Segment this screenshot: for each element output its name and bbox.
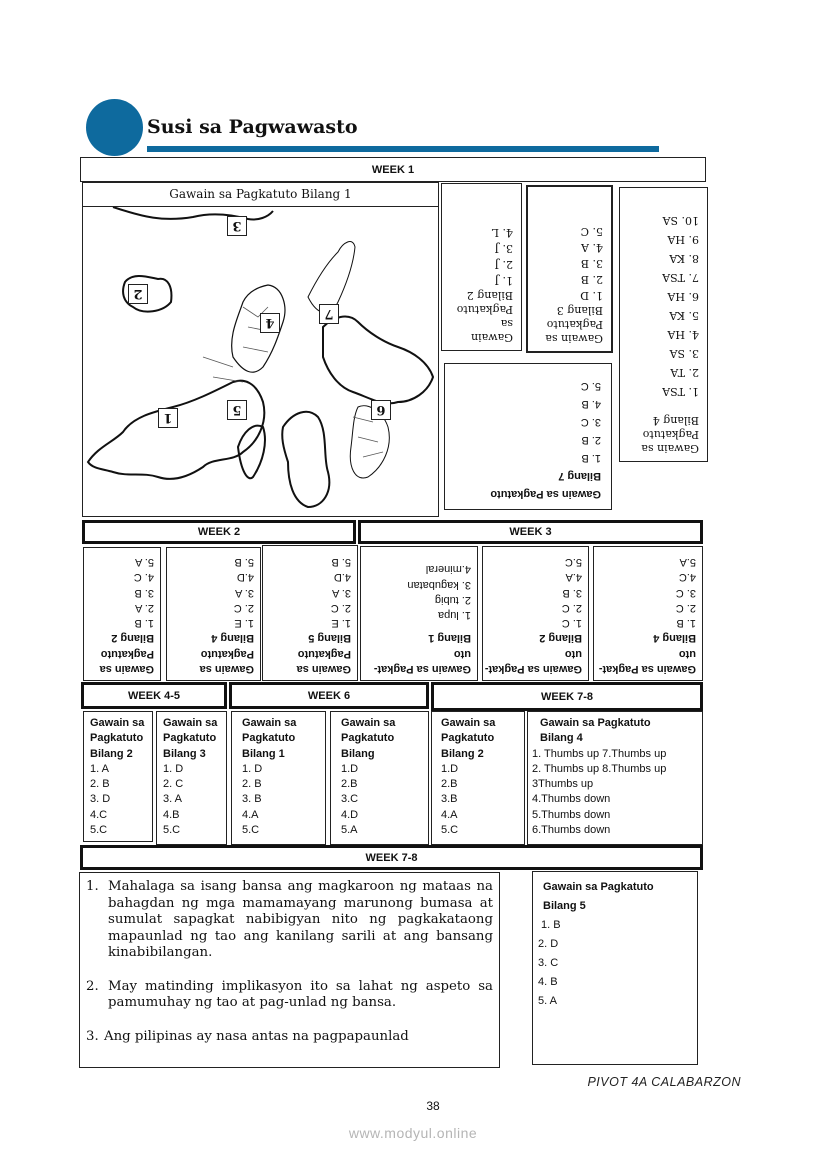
col-title: Gawain sa	[641, 442, 699, 455]
answer-item: 5.A	[341, 824, 358, 837]
col-title: Bilang 5	[543, 900, 586, 912]
answer-number: 1.	[86, 879, 99, 894]
col-title: Bilang 4	[653, 632, 696, 645]
answer-item: 3. A	[163, 793, 182, 806]
col-title: Bilang 2	[441, 747, 484, 760]
footer-brand: PIVOT 4A CALABARZON	[587, 1075, 741, 1089]
col-title: Gawain sa Pagkat-	[484, 663, 582, 675]
week2-col-2	[166, 547, 261, 681]
answer-item: 2. B	[580, 273, 603, 286]
watermark: www.modyul.online	[348, 1125, 478, 1141]
map-label-6: 6	[371, 400, 391, 420]
map-label-2: 2	[128, 284, 148, 304]
answer-item: 4.C	[90, 808, 108, 821]
answer-item: 5.C	[90, 824, 108, 837]
col-title: Gawain sa	[441, 717, 496, 729]
col-title: Gawain sa	[545, 332, 603, 345]
answer-item: 3. J	[494, 242, 513, 255]
week45-col-1	[83, 711, 153, 842]
answer-item: 3. A	[332, 586, 351, 599]
answer-item: 2. B	[242, 778, 262, 791]
answer-item: 3. C	[538, 957, 559, 969]
answer-item: 5. B	[331, 555, 351, 568]
col-title: Pagkatuto	[100, 647, 154, 660]
answer-item: 3. B	[134, 586, 154, 599]
answer-item: 3. B	[580, 257, 603, 270]
map-label-4: 4	[260, 313, 280, 333]
answer-item: 4.A	[565, 571, 582, 584]
answer-item: 4.C	[678, 571, 696, 584]
answer-item: 5.C	[163, 824, 181, 837]
answer-item: 8. KA	[669, 252, 699, 265]
answer-item: 1. E	[234, 617, 254, 630]
week78a-col-1	[431, 711, 525, 845]
week3-col-2	[482, 546, 589, 681]
answer-item: 6.Thumbs down	[532, 824, 611, 837]
answer-item: 1. B	[538, 919, 561, 931]
answer-item: 5. C	[580, 380, 601, 392]
col-title: Bilang 4	[211, 632, 254, 645]
answer-text: Mahalaga sa isang bansa ang magkaroon ng mataas na bahagdan ng mga mamamayang marunong bumasa at sumulat sapagkat nabibigyan nito ng pagkakataong mapaunlad ng tao ang kanilang sarili at ang bansang kinabibilangan.	[108, 879, 493, 960]
week1-gawain2-box	[441, 183, 522, 351]
map-label-3: 3	[227, 216, 247, 236]
answer-item: 3. C	[580, 416, 601, 428]
answer-item: 3Thumbs up	[532, 778, 594, 791]
answer-item: 5.C	[242, 824, 260, 837]
answer-item: 4.B	[163, 808, 180, 821]
answer-number: 2.	[86, 978, 99, 994]
col-title: Bilang 3	[163, 747, 206, 760]
col-title: Pagkatuto	[242, 732, 296, 745]
answer-item: 4. L	[491, 226, 513, 239]
answer-item: 5.C	[564, 555, 582, 568]
answer-item: 4.A	[441, 808, 458, 821]
col-title: Bilang 4	[652, 414, 699, 427]
answer-item: 5.C	[441, 824, 459, 837]
answer-item: 5. A	[538, 995, 557, 1007]
answer-item: 2. tubig	[434, 593, 471, 606]
week45-label: WEEK 4-5	[128, 689, 180, 702]
week78b-label: WEEK 7-8	[365, 851, 418, 864]
answer-item: 4. A	[581, 241, 603, 254]
col-title: Pagkatuto	[90, 732, 144, 745]
col-title: Bilang 7	[558, 470, 601, 482]
col-title: Bilang 2	[111, 632, 154, 645]
answer-item: 4. C	[133, 571, 154, 584]
title-underline	[147, 146, 659, 152]
answer-item: 4. B	[581, 398, 601, 410]
week3-col-3	[593, 546, 703, 681]
map-label-7: 7	[319, 304, 339, 324]
answer-item: 9. HA	[667, 233, 699, 246]
week78b-header	[80, 845, 703, 870]
week2-col-3	[262, 545, 358, 681]
answer-item: 2. D	[538, 938, 559, 950]
week6-label: WEEK 6	[307, 689, 351, 702]
col-title: Bilang 2	[539, 632, 582, 645]
answer-item: 1. TSA	[662, 385, 699, 398]
answer-item: 5. B	[234, 555, 254, 568]
answer-item: 3. kagubatan	[407, 578, 471, 591]
answer-item: 3.B	[441, 793, 458, 806]
answer-text: Ang pilipinas ay nasa antas na pagpapaunlad	[104, 1028, 409, 1044]
col-title: Bilang 3	[556, 304, 603, 317]
answer-item: 1. B	[676, 617, 696, 630]
week1-gawain7-box	[444, 363, 612, 510]
col-title: Bilang	[341, 747, 375, 760]
map-label-1: 1	[158, 408, 178, 428]
week6-header	[229, 682, 429, 709]
week3-label: WEEK 3	[509, 526, 552, 538]
col-title: Gawain sa Pagkatuto	[540, 717, 651, 729]
answer-item: 2. B	[581, 434, 601, 446]
week6-col-2	[330, 711, 429, 845]
col-title: Bilang 2	[466, 289, 513, 302]
col-title: Pagkatuto	[456, 303, 513, 316]
answer-item: 4.D	[341, 808, 359, 821]
header-circle-icon	[86, 99, 143, 156]
week1-header	[80, 157, 706, 182]
answer-item: 1. Thumbs up 7.Thumbs up	[532, 747, 667, 760]
week78a-label: WEEK 7-8	[541, 690, 593, 703]
col-title: Gawain sa Pagkatuto	[543, 881, 654, 893]
col-title: Gawain sa Pagkat-	[598, 663, 696, 675]
answer-item: 1. J	[494, 274, 513, 287]
week45-header	[81, 682, 227, 709]
answer-item: 2. C	[330, 601, 351, 614]
col-title: Bilang 1	[242, 747, 285, 760]
answer-item: 1.D	[441, 762, 459, 775]
col-title: Gawain sa Pagkatuto	[490, 488, 601, 500]
answer-item: 4.D	[236, 571, 254, 584]
essay-answer-1	[86, 879, 493, 962]
answer-item: 3. D	[90, 793, 111, 806]
week78b-gawain5-box	[532, 871, 698, 1065]
answer-item: 2. C	[233, 601, 254, 614]
col-title: Gawain sa Pagkat-	[373, 663, 471, 675]
answer-item: 1. D	[163, 762, 184, 775]
col-title: Pagkatuto	[341, 732, 395, 745]
answer-item: 4. B	[538, 976, 558, 988]
answer-item: 1. D	[580, 289, 603, 302]
map-title: Gawain sa Pagkatuto Bilang 1	[83, 183, 438, 207]
answer-item: 4.mineral	[425, 563, 471, 576]
col-title: Gawain sa	[199, 663, 254, 675]
answer-item: 2. B	[90, 778, 110, 791]
page-number: 38	[426, 1099, 440, 1113]
col-title: Pagkatuto	[297, 647, 351, 660]
week1-gawain3-box	[526, 185, 613, 353]
answer-item: 3. SA	[669, 347, 699, 360]
answer-item: 5.Thumbs down	[532, 808, 611, 821]
col-title: Bilang 2	[90, 747, 133, 760]
col-title: Pagkatuto	[642, 428, 699, 441]
answer-item: 2. J	[494, 258, 513, 271]
col-title: sa	[500, 317, 513, 330]
map-label-5: 5	[227, 400, 247, 420]
answer-item: 5. C	[580, 225, 603, 238]
answer-item: 3. A	[235, 586, 254, 599]
col-title: Gawain sa	[90, 717, 145, 729]
col-title: uto	[678, 647, 696, 660]
answer-item: 2. TA	[670, 366, 699, 379]
essay-answer-3	[86, 1029, 493, 1046]
col-title: Pagkatuto	[441, 732, 495, 745]
col-title: Pagkatuto	[200, 647, 254, 660]
week2-label: WEEK 2	[197, 526, 241, 538]
week2-header	[82, 520, 356, 544]
answer-item: 1. D	[242, 762, 263, 775]
answer-item: 2.B	[341, 778, 358, 791]
answer-item: 2. C	[675, 601, 696, 614]
col-title: Gawain sa	[341, 717, 396, 729]
answer-item: 1. A	[90, 762, 109, 775]
answer-item: 2. Thumbs up 8.Thumbs up	[532, 762, 667, 775]
col-title: Gawain sa	[99, 663, 154, 675]
answer-item: 3. B	[242, 793, 262, 806]
answer-item: 1. C	[561, 617, 582, 630]
answer-text: May matinding implikasyon ito sa lahat ng aspeto sa pamumuhay ng tao at pag-unlad ng bansa.	[108, 978, 493, 1010]
answer-item: 4. HA	[667, 328, 699, 341]
page-title: Susi sa Pagwawasto	[147, 116, 358, 138]
week78a-header	[431, 682, 703, 711]
answer-item: 5. A	[135, 555, 154, 568]
answer-item: 2.B	[441, 778, 458, 791]
week1-gawain4-box	[619, 187, 708, 462]
col-title: Gawain sa	[242, 717, 297, 729]
week3-col-1	[360, 546, 478, 681]
week1-label: WEEK 1	[371, 163, 415, 176]
col-title: Pagkatuto	[546, 318, 603, 331]
answer-number: 3.	[86, 1028, 99, 1044]
week2-col-1	[83, 547, 161, 681]
col-title: Bilang 4	[540, 732, 583, 745]
answer-item: 2. C	[561, 601, 582, 614]
answer-item: 6. HA	[667, 290, 699, 303]
col-title: Bilang 5	[308, 632, 351, 645]
col-title: Gawain sa	[163, 717, 218, 729]
answer-item: 1.D	[341, 762, 359, 775]
upside-down-world-map	[83, 207, 437, 515]
week78a-col-2	[527, 711, 703, 845]
answer-item: 3.C	[341, 793, 359, 806]
col-title: Bilang 1	[428, 632, 471, 645]
answer-item: 1. B	[134, 617, 154, 630]
answer-item: 1. lupa	[437, 609, 471, 622]
answer-item: 2. C	[163, 778, 184, 791]
col-title: uto	[564, 647, 582, 660]
map-box	[82, 182, 439, 517]
col-title: Gawain	[471, 331, 513, 344]
week3-header	[358, 520, 703, 544]
week45-col-2	[156, 711, 227, 845]
answer-item: 4.D	[333, 571, 351, 584]
answer-item: 2. A	[135, 601, 154, 614]
answer-item: 3. C	[675, 586, 696, 599]
answer-item: 4.Thumbs down	[532, 793, 611, 806]
answer-item: 1. B	[581, 452, 601, 464]
answer-item: 7. TSA	[662, 271, 699, 284]
answer-item: 10. SA	[662, 214, 699, 227]
col-title: uto	[453, 647, 471, 660]
col-title: Gawain sa	[296, 663, 351, 675]
answer-item: 5.A	[679, 555, 696, 568]
week78b-essay-box	[79, 872, 500, 1068]
essay-answer-2	[86, 979, 493, 1012]
answer-item: 5. KA	[669, 309, 699, 322]
answer-item: 3. B	[562, 586, 582, 599]
col-title: Pagkatuto	[163, 732, 217, 745]
answer-item: 4.A	[242, 808, 259, 821]
answer-item: 1. E	[331, 617, 351, 630]
week6-col-1	[231, 711, 326, 845]
